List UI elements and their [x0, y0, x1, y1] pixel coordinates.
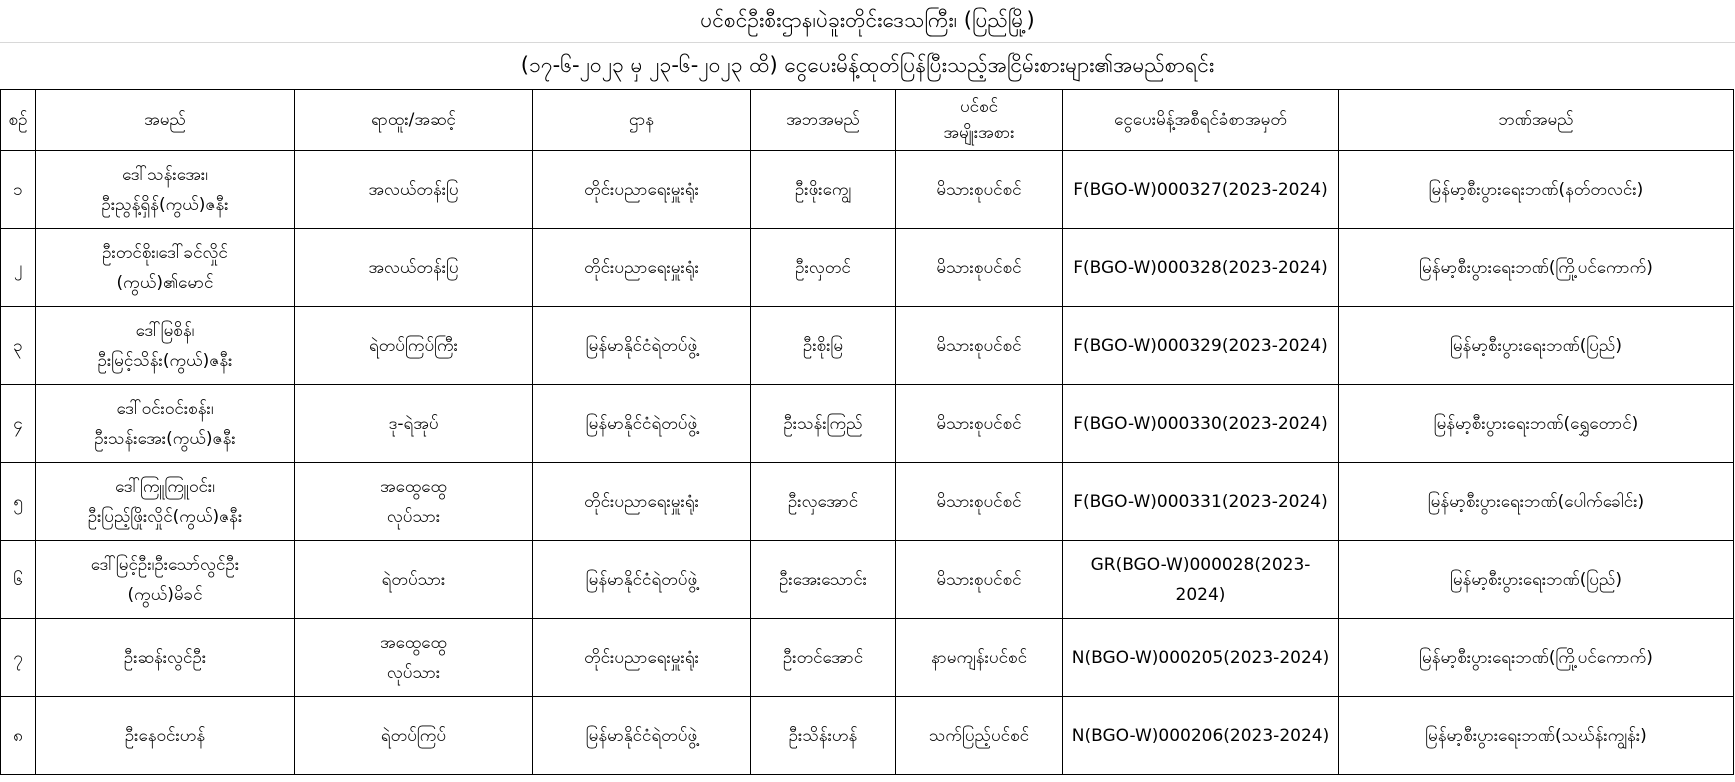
cell-name-line2: ဦးပြည့်ဖြိုးလှိုင်(ကွယ်)ဇနီး — [87, 506, 243, 527]
cell-order-no: N(BGO-W)000206(2023-2024) — [1063, 697, 1339, 775]
header-father: အဘအမည် — [751, 90, 896, 151]
table-row — [1, 385, 1734, 463]
cell-position — [295, 385, 533, 463]
cell-bank: မြန်မာ့စီးပွားရေးဘဏ်(သဃ်န်းကျွန်း) — [1339, 697, 1734, 775]
cell-bank: မြန်မာ့စီးပွားရေးဘဏ်(ပေါက်ခေါင်း) — [1339, 463, 1734, 541]
cell-no: ၄ — [1, 385, 36, 463]
cell-name-line2: ဦးသန်းအေး(ကွယ်)ဇနီး — [94, 428, 236, 449]
cell-name — [36, 541, 295, 619]
cell-bank: မြန်မာ့စီးပွားရေးဘဏ်(ပြည်) — [1339, 541, 1734, 619]
cell-father: ဦးလှအောင် — [751, 463, 896, 541]
cell-pension-type: မိသားစုပင်စင် — [896, 151, 1063, 229]
cell-pension-type: မိသားစုပင်စင် — [896, 541, 1063, 619]
cell-department: တိုင်းပညာရေးမှူးရုံး — [533, 619, 751, 697]
cell-position-line1: ရဲတပ်ကြပ် — [380, 725, 447, 746]
cell-position-line1: ရဲတပ်သား — [381, 569, 446, 590]
cell-bank: မြန်မာ့စီးပွားရေးဘဏ်(ပြည်) — [1339, 307, 1734, 385]
header-department: ဌာန — [533, 90, 751, 151]
header-name: အမည် — [36, 90, 295, 151]
cell-name-line1: ဒေါ်ဝင်းဝင်းစန်း၊ — [116, 398, 214, 419]
cell-father: ဦးတင်အောင် — [751, 619, 896, 697]
header-bank: ဘဏ်အမည် — [1339, 90, 1734, 151]
cell-bank: မြန်မာ့စီးပွားရေးဘဏ်(ရွှေတောင်) — [1339, 385, 1734, 463]
cell-order-no: F(BGO-W)000327(2023-2024) — [1063, 151, 1339, 229]
cell-pension-type: နာမကျန်းပင်စင် — [896, 619, 1063, 697]
table-row — [1, 307, 1734, 385]
cell-name — [36, 463, 295, 541]
table-row — [1, 697, 1734, 775]
cell-name — [36, 697, 295, 775]
header-pension-type-line1: ပင်စင် — [959, 97, 999, 117]
cell-no: ၈ — [1, 697, 36, 775]
header-position: ရာထူး/အဆင့် — [295, 90, 533, 151]
cell-bank: မြန်မာ့စီးပွားရေးဘဏ်(နတ်တလင်း) — [1339, 151, 1734, 229]
table-row — [1, 541, 1734, 619]
cell-position-line1: ဒု-ရဲအုပ် — [388, 413, 439, 434]
table-header-row — [1, 90, 1734, 151]
cell-name-line2: ဦးမြင့်သိန်း(ကွယ်)ဇနီး — [97, 350, 233, 371]
cell-pension-type: မိသားစုပင်စင် — [896, 307, 1063, 385]
cell-position — [295, 229, 533, 307]
cell-order-no: F(BGO-W)000328(2023-2024) — [1063, 229, 1339, 307]
cell-name — [36, 385, 295, 463]
cell-no: ၇ — [1, 619, 36, 697]
cell-father: ဦးစိုးမြ — [751, 307, 896, 385]
cell-position — [295, 619, 533, 697]
cell-father: ဦးအေးသောင်း — [751, 541, 896, 619]
document-title: ပင်စင်ဦးစီးဌာန၊ပဲခူးတိုင်းဒေသကြီး၊ (ပြည်မြို့) — [0, 0, 1735, 43]
cell-name-line2: ဦးညွန့်ရှိန်(ကွယ်)ဇနီး — [101, 194, 229, 215]
header-order-no: ငွေပေးမိန့်အစီရင်ခံစာအမှတ် — [1063, 90, 1339, 151]
table-row — [1, 619, 1734, 697]
cell-name-line1: ဦးဆန်းလွင်ဦး — [123, 647, 207, 668]
cell-name-line1: ဒေါ်သန်းအေး၊ — [122, 164, 208, 185]
cell-order-no: F(BGO-W)000329(2023-2024) — [1063, 307, 1339, 385]
cell-order-no: GR(BGO-W)000028(2023-2024) — [1063, 541, 1339, 619]
cell-no: ၂ — [1, 229, 36, 307]
header-pension-type — [896, 90, 1063, 151]
table-row — [1, 229, 1734, 307]
table-row — [1, 463, 1734, 541]
cell-name-line1: ဒေါ်မြင့်ဦး၊ဦးသော်လွင်ဦး — [90, 554, 240, 575]
cell-name-line1: ဦးနေဝင်းဟန် — [124, 725, 206, 746]
cell-name — [36, 619, 295, 697]
cell-department: မြန်မာနိုင်ငံရဲတပ်ဖွဲ့ — [533, 541, 751, 619]
cell-father: ဦးသိန်းဟန် — [751, 697, 896, 775]
cell-name — [36, 307, 295, 385]
cell-pension-type: မိသားစုပင်စင် — [896, 463, 1063, 541]
cell-pension-type: သက်ပြည့်ပင်စင် — [896, 697, 1063, 775]
cell-department: တိုင်းပညာရေးမှူးရုံး — [533, 229, 751, 307]
cell-department: မြန်မာနိုင်ငံရဲတပ်ဖွဲ့ — [533, 697, 751, 775]
cell-department: မြန်မာနိုင်ငံရဲတပ်ဖွဲ့ — [533, 307, 751, 385]
cell-no: ၅ — [1, 463, 36, 541]
cell-position-line2: လုပ်သား — [386, 506, 441, 527]
cell-order-no: N(BGO-W)000205(2023-2024) — [1063, 619, 1339, 697]
cell-position — [295, 463, 533, 541]
cell-no: ၃ — [1, 307, 36, 385]
cell-order-no: F(BGO-W)000330(2023-2024) — [1063, 385, 1339, 463]
cell-position-line1: အလယ်တန်းပြ — [368, 257, 459, 278]
table-row — [1, 151, 1734, 229]
cell-name — [36, 229, 295, 307]
cell-bank: မြန်မာ့စီးပွားရေးဘဏ်(ကြို့ပင်ကောက်) — [1339, 229, 1734, 307]
cell-position-line2: လုပ်သား — [386, 662, 441, 683]
cell-department: တိုင်းပညာရေးမှူးရုံး — [533, 151, 751, 229]
cell-father: ဦးဖိုးကျွေ — [751, 151, 896, 229]
cell-position — [295, 697, 533, 775]
cell-position — [295, 151, 533, 229]
cell-position-line1: အထွေထွေ — [380, 476, 447, 497]
cell-name-line2: (ကွယ်)မိခင် — [127, 584, 203, 605]
cell-order-no: F(BGO-W)000331(2023-2024) — [1063, 463, 1339, 541]
header-no: စဉ် — [1, 90, 36, 151]
cell-position-line1: အထွေထွေ — [380, 632, 447, 653]
document-subtitle: (၁၇-၆-၂၀၂၃ မှ ၂၃-၆-၂၀၂၃ ထိ) ငွေပေးမိန့်ထုတ်ပြန်ပြီးသည့်အငြိမ်းစားများ၏အမည်စာရင်း — [520, 53, 1215, 77]
cell-department: မြန်မာနိုင်ငံရဲတပ်ဖွဲ့ — [533, 385, 751, 463]
cell-father: ဦးသန်းကြည် — [751, 385, 896, 463]
header-pension-type-line2: အမျိုးအစား — [943, 123, 1015, 143]
pensioner-table — [0, 89, 1734, 775]
cell-position — [295, 541, 533, 619]
cell-no: ၁ — [1, 151, 36, 229]
cell-father: ဦးလှတင် — [751, 229, 896, 307]
cell-position — [295, 307, 533, 385]
cell-no: ၆ — [1, 541, 36, 619]
cell-department: တိုင်းပညာရေးမှူးရုံး — [533, 463, 751, 541]
cell-name-line1: ဒေါ်ကြူကြူဝင်း၊ — [115, 476, 215, 497]
cell-pension-type: မိသားစုပင်စင် — [896, 385, 1063, 463]
cell-position-line1: အလယ်တန်းပြ — [368, 179, 459, 200]
cell-name-line1: ဒေါ်မြစိန်၊ — [135, 320, 195, 341]
cell-pension-type: မိသားစုပင်စင် — [896, 229, 1063, 307]
cell-name — [36, 151, 295, 229]
cell-name-line1: ဦးတင်စိုး၊ဒေါ်ခင်လှိုင် — [102, 242, 228, 263]
cell-name-line2: (ကွယ်)၏မောင် — [116, 272, 214, 293]
cell-position-line1: ရဲတပ်ကြပ်ကြီး — [368, 335, 458, 356]
cell-bank: မြန်မာ့စီးပွားရေးဘဏ်(ကြို့ပင်ကောက်) — [1339, 619, 1734, 697]
